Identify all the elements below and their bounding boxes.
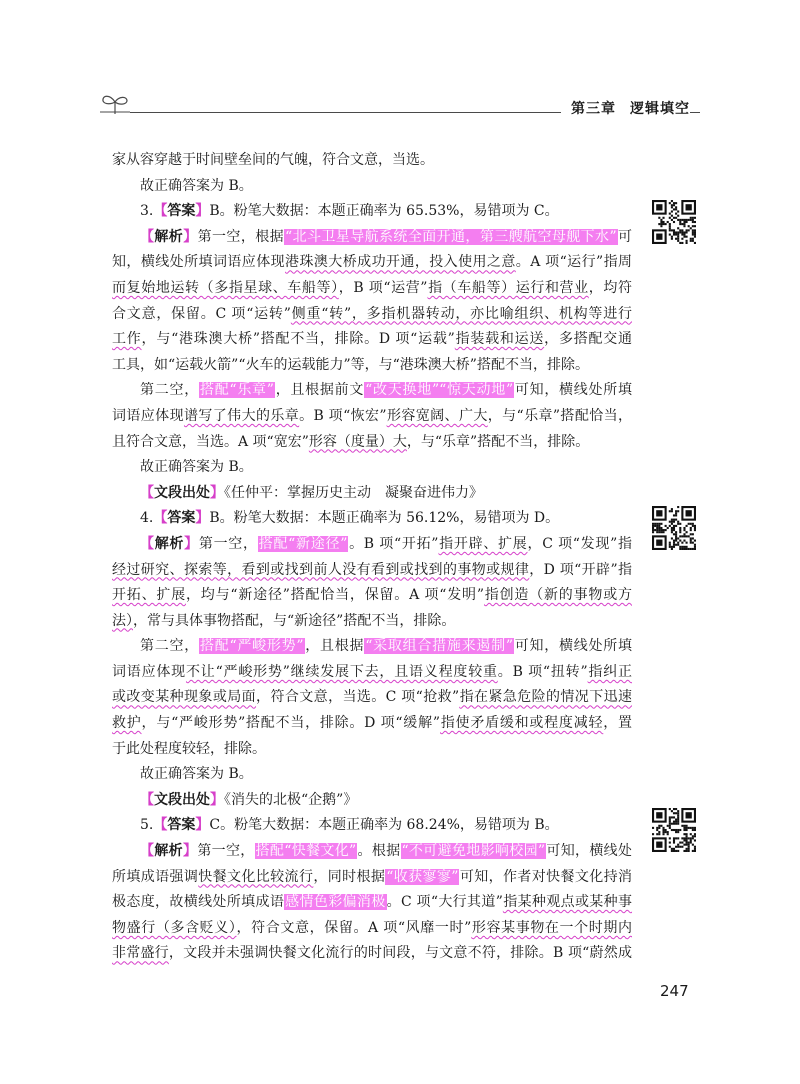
text-segment: ，D 项“开辟”指: [529, 561, 632, 578]
highlighted-phrase: “收获寥寥”: [386, 868, 459, 885]
text-segment: 可知，横线处所填: [514, 382, 632, 399]
text-segment: 故正确答案为 B。: [140, 177, 253, 194]
page-header: [100, 92, 700, 122]
tag-bracket: 【: [153, 203, 168, 220]
underlined-phrase: 指某种观点或某种事: [502, 894, 633, 911]
underlined-phrase: 经过研究、探索等，看到或找到前人没有看到或找到的事物或规律: [112, 561, 530, 578]
text-segment: 。根据: [357, 843, 401, 860]
section-tag: 文段出处: [154, 791, 210, 808]
text-line: [112, 839, 632, 865]
text-segment: 《消失的北极“企鹅”》: [224, 791, 358, 808]
text-line: [112, 481, 632, 507]
tag-bracket: 】: [183, 228, 198, 245]
underlined-phrase: 形容（度量）大: [308, 433, 407, 450]
text-segment: ，符合文意，当选。C 项“抢救”: [256, 689, 460, 706]
text-segment: 。C 项“大行其道”: [386, 894, 503, 911]
tag-bracket: 【: [140, 535, 155, 552]
underlined-phrase: 而复始地运转（多指星球、车船等）: [112, 279, 339, 296]
text-segment: 极态度，故横线处所填成语: [112, 894, 285, 911]
tag-bracket: 【: [140, 791, 154, 808]
text-segment: 。B 项“开拓”: [348, 535, 439, 552]
text-segment: 3.: [140, 203, 154, 220]
tag-bracket: 】: [182, 843, 198, 860]
text-segment: 第一空，根据: [197, 228, 285, 245]
text-segment: 可知，横线处所填: [514, 638, 633, 655]
text-segment: ，C 项“发现”指: [527, 535, 632, 552]
text-line: [112, 558, 632, 584]
text-segment: 词语应体现: [112, 663, 186, 680]
text-line: [112, 276, 632, 302]
section-tag: 解析: [154, 535, 185, 552]
text-segment: 《任仲平：掌握历史主动 凝聚奋进伟力》: [224, 484, 483, 501]
text-segment: 可知，作者对快餐文化持消: [459, 868, 633, 885]
section-tag: 答案: [167, 510, 196, 527]
text-segment: ，且根据前文: [274, 382, 365, 399]
text-line: [112, 685, 632, 711]
underlined-phrase: 侧重“转”，多指机器转动，亦比喻组织、机构等进行: [290, 305, 632, 322]
highlighted-phrase: 搭配“乐章”: [199, 382, 274, 399]
text-line: [112, 941, 632, 967]
text-segment: ，置: [603, 715, 633, 732]
text-line: [112, 353, 632, 379]
text-line: [112, 890, 632, 916]
text-line: [112, 813, 632, 839]
underlined-phrase: 指在紧急危险的情况下迅速: [459, 689, 633, 706]
underlined-phrase: 谱写了伟大的乐章: [183, 407, 300, 424]
text-segment: ，常与具体事物搭配，与“新途径”搭配不当，排除。: [133, 612, 456, 629]
underlined-phrase: 法）: [112, 612, 133, 629]
underlined-phrase: 指（车船等）运行和营业: [427, 279, 589, 296]
text-segment: 。A 项“运行”指周: [515, 254, 633, 271]
underlined-phrase: 港珠澳大桥成功开通，投入使用之意: [285, 254, 516, 271]
text-segment: 故正确答案为 B。: [140, 459, 253, 476]
text-line: [112, 430, 632, 456]
tag-bracket: 【: [140, 228, 155, 245]
highlighted-phrase: “北斗卫星导航系统全面开通，第三艘航空母舰下水”: [285, 228, 617, 245]
highlighted-phrase: “不可避免地影响校园”: [401, 843, 546, 860]
section-tag: 文段出处: [154, 484, 210, 501]
text-segment: ，符合文意，保留。A 项“风靡一时”: [236, 919, 472, 936]
text-segment: ，同时根据: [313, 868, 386, 885]
text-segment: ，与“乐章”搭配不当，排除。: [406, 433, 590, 450]
text-line: [112, 660, 632, 686]
qr-code-icon[interactable]: [652, 808, 696, 852]
text-line: [112, 711, 632, 737]
text-segment: ，文段并未强调快餐文化流行的时间段，与文意不符，排除。B 项“蔚然成: [168, 945, 632, 962]
answer-text-body: [112, 148, 632, 967]
highlighted-phrase: 搭配“严峻形势”: [199, 638, 304, 655]
text-segment: 故正确答案为 B。: [140, 766, 253, 783]
text-segment: 所填成语强调: [112, 868, 199, 885]
text-line: [112, 916, 632, 942]
text-segment: 于此处程度较轻，排除。: [112, 740, 266, 757]
text-line: [112, 762, 632, 788]
text-segment: ，与“严峻形势”搭配不当，排除。D 项“缓解”: [141, 715, 441, 732]
section-tag: 解析: [154, 843, 183, 860]
underlined-phrase: 工作: [112, 331, 142, 348]
text-line: [112, 148, 632, 174]
highlighted-phrase: 搭配“新途径”: [258, 535, 348, 552]
underlined-phrase: 开拓、扩展: [112, 587, 186, 604]
underlined-phrase: 快餐文化比较流行: [198, 868, 314, 885]
highlighted-phrase: “改天换地”“惊天动地”: [365, 382, 514, 399]
text-segment: ，与“乐章”搭配恰当，: [487, 407, 633, 424]
underlined-phrase: 救护: [112, 715, 142, 732]
sprout-icon: [100, 92, 130, 116]
tag-bracket: 【: [140, 843, 155, 860]
underlined-phrase: 指创造（新的事物或方: [484, 587, 632, 604]
text-segment: 且符合文意，当选。A 项“宽宏”: [112, 433, 309, 450]
text-segment: 第二空，: [140, 638, 199, 655]
tag-bracket: 【: [153, 817, 168, 834]
text-line: [112, 788, 632, 814]
text-segment: 第一空，: [198, 535, 258, 552]
text-segment: 第一空，: [197, 843, 255, 860]
tag-bracket: 】: [210, 484, 224, 501]
text-segment: B。粉笔大数据：本题正确率为 65.53%，易错项为 C。: [209, 203, 559, 220]
text-segment: ，均符: [588, 279, 632, 296]
qr-code-icon[interactable]: [652, 506, 696, 550]
text-segment: ，与“港珠澳大桥”搭配不当，排除。D 项“运载”: [141, 331, 455, 348]
text-line: [112, 532, 632, 558]
underlined-phrase: 非常盛行: [112, 945, 169, 962]
chapter-name: 逻辑填空: [630, 101, 690, 117]
underlined-phrase: 形容宽阔、广大: [386, 407, 488, 424]
text-line: [112, 250, 632, 276]
tag-bracket: 】: [184, 535, 199, 552]
text-line: [112, 737, 632, 763]
underlined-phrase: 指纠正: [587, 663, 632, 680]
text-line: [112, 506, 632, 532]
section-tag: 解析: [154, 228, 184, 245]
highlighted-phrase: 感情色彩偏消极: [285, 894, 386, 911]
tag-bracket: 】: [195, 510, 210, 527]
page-number: 247: [660, 982, 689, 1000]
text-line: [112, 199, 632, 225]
underlined-phrase: 物盛行（多含贬义）: [112, 919, 237, 936]
text-segment: B。粉笔大数据：本题正确率为 56.12%，易错项为 D。: [209, 510, 560, 527]
text-segment: ，多搭配交通: [544, 331, 633, 348]
text-segment: 。B 项“扭转”: [497, 663, 588, 680]
tag-bracket: 】: [195, 203, 210, 220]
chapter-number: 第三章: [571, 101, 616, 117]
text-line: [112, 583, 632, 609]
text-segment: ，且根据: [304, 638, 365, 655]
underlined-phrase: 形容某事物在一个时期内: [471, 919, 633, 936]
text-segment: ，B 项“运营”: [338, 279, 428, 296]
qr-code-icon[interactable]: [652, 200, 696, 244]
section-tag: 答案: [167, 203, 196, 220]
text-segment: 4.: [140, 510, 154, 527]
text-line: [112, 634, 632, 660]
text-segment: 合文意，保留。C 项“运转”: [112, 305, 291, 322]
text-segment: 可: [617, 228, 633, 245]
underlined-phrase: 指装载和运送: [454, 331, 545, 348]
text-segment: 可知，横线处: [546, 843, 633, 860]
text-line: [112, 378, 632, 404]
underlined-phrase: 或改变某种现象或局面: [112, 689, 257, 706]
text-segment: ，均与“新途径”搭配恰当，保留。A 项“发明”: [186, 587, 484, 604]
text-line: [112, 225, 632, 251]
text-segment: 第二空，: [140, 382, 199, 399]
highlighted-phrase: “采取组合措施来遏制”: [365, 638, 514, 655]
text-segment: 5.: [140, 817, 154, 834]
section-tag: 答案: [167, 817, 196, 834]
chapter-title: [561, 98, 690, 118]
text-segment: 家从容穿越于时间壁垒间的气魄，符合文意，当选。: [112, 152, 434, 168]
text-line: [112, 174, 632, 200]
text-line: [112, 404, 632, 430]
tag-bracket: 【: [153, 510, 168, 527]
text-line: [112, 302, 632, 328]
text-segment: 知，横线处所填词语应体现: [112, 254, 286, 271]
text-segment: C。粉笔大数据：本题正确率为 68.24%，易错项为 B。: [209, 817, 559, 834]
text-line: [112, 609, 632, 635]
tag-bracket: 】: [195, 817, 210, 834]
underlined-phrase: 不让“严峻形势”继续发展下去，且语义程度较重: [185, 663, 498, 680]
text-line: [112, 865, 632, 891]
text-segment: 工具，如“运载火箭”“火车的运载能力”等，与“港珠澳大桥”搭配不当，排除。: [112, 356, 589, 373]
tag-bracket: 【: [140, 484, 154, 501]
text-segment: 词语应体现: [112, 407, 184, 424]
tag-bracket: 】: [210, 791, 224, 808]
text-line: [112, 455, 632, 481]
highlighted-phrase: 搭配“快餐文化”: [255, 843, 357, 860]
text-segment: 。B 项“恢宏”: [299, 407, 387, 424]
underlined-phrase: 指使矛盾缓和或程度减轻: [440, 715, 604, 732]
text-line: [112, 327, 632, 353]
underlined-phrase: 指开辟、扩展: [438, 535, 528, 552]
